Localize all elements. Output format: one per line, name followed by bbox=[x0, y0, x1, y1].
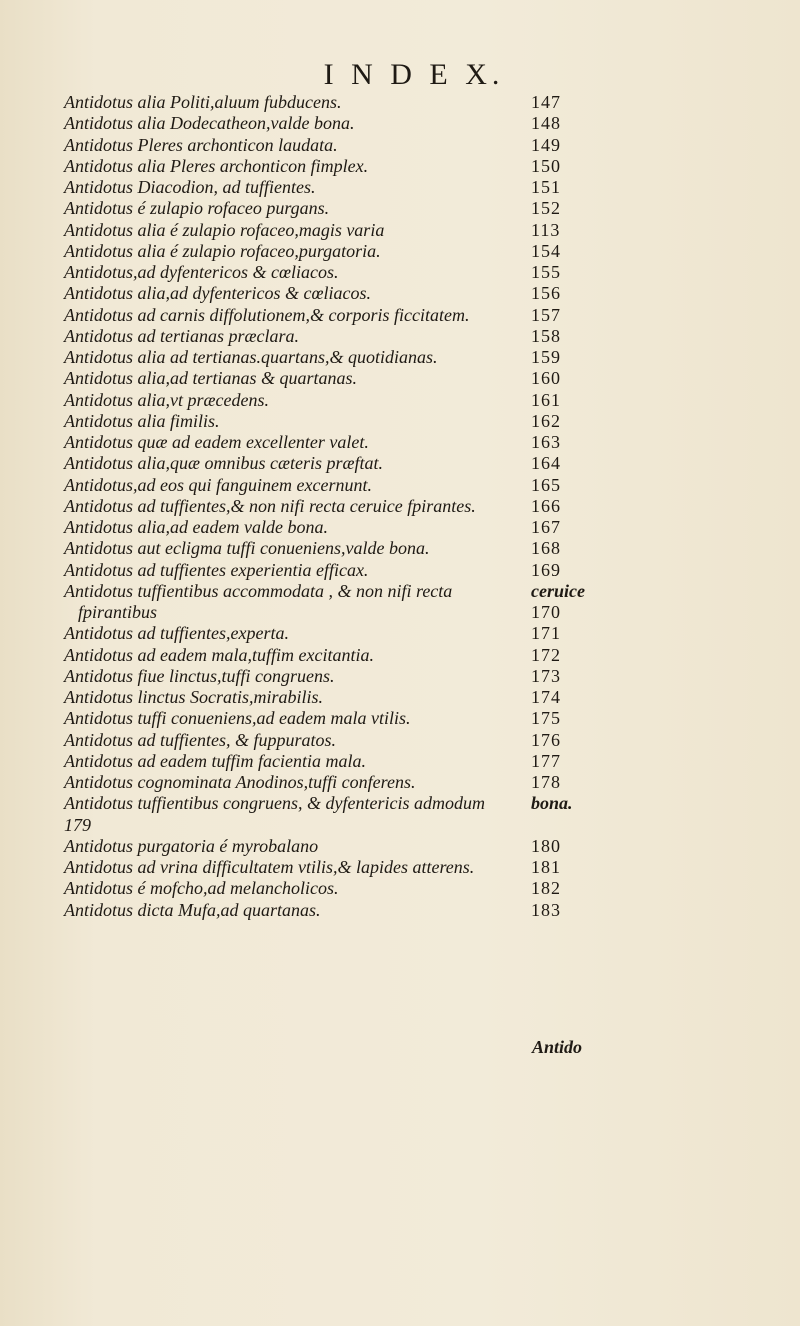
index-entry bbox=[64, 623, 764, 644]
page-number: 169 bbox=[531, 559, 561, 580]
index-entry bbox=[64, 560, 764, 581]
entry-text: Antidotus quæ ad eadem excellenter valet. bbox=[64, 432, 369, 452]
entry-text: Antidotus,ad dyfentericos & cœliacos. bbox=[64, 262, 339, 282]
index-entries bbox=[64, 92, 764, 921]
page-number: 182 bbox=[531, 878, 561, 899]
page-number: 164 bbox=[531, 453, 561, 474]
entry-text: Antidotus linctus Socratis,mirabilis. bbox=[64, 687, 324, 707]
entry-text: Antidotus Pleres archonticon laudata. bbox=[64, 134, 338, 155]
page-number: 151 bbox=[531, 177, 561, 197]
page-number: 181 bbox=[531, 857, 561, 877]
page-number: 149 bbox=[531, 134, 561, 155]
entry-text: Antidotus aut ecligma tuffi conueniens,valde bona. bbox=[64, 538, 430, 559]
index-entry bbox=[64, 262, 764, 283]
entry-text: Antidotus é mofcho,ad melancholicos. bbox=[64, 878, 339, 899]
page-number: 157 bbox=[531, 304, 561, 325]
index-entry bbox=[64, 113, 764, 134]
page-number: 171 bbox=[531, 623, 561, 644]
index-entry bbox=[64, 496, 764, 517]
page-number: 154 bbox=[531, 240, 561, 261]
index-entry bbox=[64, 645, 764, 666]
index-entry bbox=[64, 220, 764, 241]
page-number: 183 bbox=[531, 899, 561, 920]
entry-text: Antidotus alia,quæ omnibus cæteris præftat. bbox=[64, 453, 384, 474]
page-number: 174 bbox=[531, 687, 561, 707]
index-entry bbox=[64, 198, 764, 219]
page-number: 162 bbox=[531, 410, 561, 431]
page-number: 163 bbox=[531, 432, 561, 452]
index-entry bbox=[64, 156, 764, 177]
entry-text: Antidotus alia fimilis. bbox=[64, 410, 220, 431]
page-number: 160 bbox=[531, 368, 561, 389]
entry-text: Antidotus alia,vt præcedens. bbox=[64, 389, 269, 410]
index-entry bbox=[64, 283, 764, 304]
entry-text: Antidotus,ad eos qui fanguinem excernunt. bbox=[64, 474, 372, 495]
index-entry bbox=[64, 177, 764, 198]
page-number: 177 bbox=[531, 750, 561, 771]
index-entry bbox=[64, 730, 764, 751]
page-number: 168 bbox=[531, 538, 561, 559]
entry-text: Antidotus ad tuffientes, & fuppuratos. bbox=[64, 729, 337, 750]
page-number: 173 bbox=[531, 665, 561, 686]
page-number: 152 bbox=[531, 198, 561, 219]
index-entry bbox=[64, 517, 764, 538]
entry-text: Antidotus alia,ad tertianas & quartanas. bbox=[64, 368, 358, 389]
page-number: 113 bbox=[531, 219, 561, 240]
index-entry bbox=[64, 368, 764, 389]
page-number: 167 bbox=[531, 517, 561, 537]
entry-text: Antidotus ad carnis diffolutionem,& corporis ficcitatem. bbox=[64, 304, 470, 325]
entry-text: Antidotus alia,ad eadem valde bona. bbox=[64, 517, 328, 537]
index-entry bbox=[64, 708, 764, 729]
index-entry bbox=[64, 475, 764, 496]
page-number: 147 bbox=[531, 92, 561, 112]
page-number: 165 bbox=[531, 474, 561, 495]
index-entry bbox=[64, 772, 764, 793]
entry-text: Antidotus é zulapio rofaceo purgans. bbox=[64, 198, 330, 219]
entry-text: Antidotus cognominata Anodinos,tuffi conferens. bbox=[64, 772, 416, 792]
catchword: Antido bbox=[532, 1037, 583, 1057]
index-entry bbox=[64, 793, 764, 836]
index-entry bbox=[64, 857, 764, 878]
entry-continuation: 179 bbox=[64, 814, 91, 835]
index-entry bbox=[64, 687, 764, 708]
entry-text: Antidotus tuffi conueniens,ad eadem mala vtilis. bbox=[64, 708, 411, 729]
index-entry bbox=[64, 135, 764, 156]
page-number: 156 bbox=[531, 283, 561, 304]
page-number: 180 bbox=[531, 835, 561, 856]
index-entry bbox=[64, 305, 764, 326]
index-entry bbox=[64, 326, 764, 347]
page-number: 148 bbox=[531, 113, 561, 134]
page-number: 176 bbox=[531, 729, 561, 750]
index-entry bbox=[64, 453, 764, 474]
entry-text: Antidotus ad tuffientes experientia efficax. bbox=[64, 559, 369, 580]
index-entry bbox=[64, 751, 764, 772]
entry-text: Antidotus ad tuffientes,experta. bbox=[64, 623, 289, 644]
index-entry bbox=[64, 836, 764, 857]
index-entry bbox=[64, 878, 764, 899]
index-entry bbox=[64, 538, 764, 559]
entry-text: Antidotus ad tertianas præclara. bbox=[64, 325, 300, 346]
page-heading: I N D E X. bbox=[323, 58, 505, 91]
entry-text: Antidotus tuffientibus accommodata , & non nifi recta bbox=[64, 580, 453, 601]
entry-line-end: ceruice bbox=[531, 580, 585, 601]
page-number: 170 bbox=[531, 602, 561, 622]
page-number: 155 bbox=[531, 262, 561, 282]
index-entry bbox=[64, 390, 764, 411]
entry-text: Antidotus alia é zulapio rofaceo,purgatoria. bbox=[64, 240, 381, 261]
page-number: 158 bbox=[531, 325, 561, 346]
entry-text: Antidotus Diacodion, ad tuffientes. bbox=[64, 177, 316, 197]
page-number: 159 bbox=[531, 347, 561, 367]
entry-text: Antidotus alia Dodecatheon,valde bona. bbox=[64, 113, 355, 134]
entry-text: Antidotus purgatoria é myrobalano bbox=[64, 835, 319, 856]
entry-text: Antidotus alia Politi,aluum fubducens. bbox=[64, 92, 342, 112]
entry-continuation: fpirantibus bbox=[78, 602, 158, 622]
index-entry bbox=[64, 432, 764, 453]
entry-text: Antidotus alia é zulapio rofaceo,magis varia bbox=[64, 219, 385, 240]
entry-text: Antidotus ad eadem tuffim facientia mala. bbox=[64, 750, 366, 771]
page-number: 166 bbox=[531, 495, 561, 516]
page-number: 178 bbox=[531, 772, 561, 792]
index-entry bbox=[64, 92, 764, 113]
index-entry bbox=[64, 666, 764, 687]
page-number: 172 bbox=[531, 644, 561, 665]
index-entry bbox=[64, 411, 764, 432]
entry-text: Antidotus ad eadem mala,tuffim excitantia. bbox=[64, 644, 374, 665]
entry-text: Antidotus alia ad tertianas.quartans,& quotidianas. bbox=[64, 347, 438, 367]
entry-text: Antidotus ad vrina difficultatem vtilis,& lapides atterens. bbox=[64, 857, 475, 877]
entry-text: Antidotus alia Pleres archonticon fimplex. bbox=[64, 155, 369, 176]
entry-text: Antidotus alia,ad dyfentericos & cœliacos. bbox=[64, 283, 371, 304]
index-entry bbox=[64, 241, 764, 262]
page-number: 175 bbox=[531, 708, 561, 729]
index-entry bbox=[64, 581, 764, 624]
entry-text: Antidotus ad tuffientes,& non nifi recta ceruice fpirantes. bbox=[64, 495, 476, 516]
page-number: 150 bbox=[531, 155, 561, 176]
entry-text: Antidotus dicta Mufa,ad quartanas. bbox=[64, 899, 321, 920]
index-entry bbox=[64, 347, 764, 368]
index-entry bbox=[64, 900, 764, 921]
entry-text: Antidotus fiue linctus,tuffi congruens. bbox=[64, 665, 335, 686]
entry-line-end: bona. bbox=[531, 793, 573, 814]
entry-text: Antidotus tuffientibus congruens, & dyfentericis admodum bbox=[64, 793, 485, 814]
page-number: 161 bbox=[531, 389, 561, 410]
